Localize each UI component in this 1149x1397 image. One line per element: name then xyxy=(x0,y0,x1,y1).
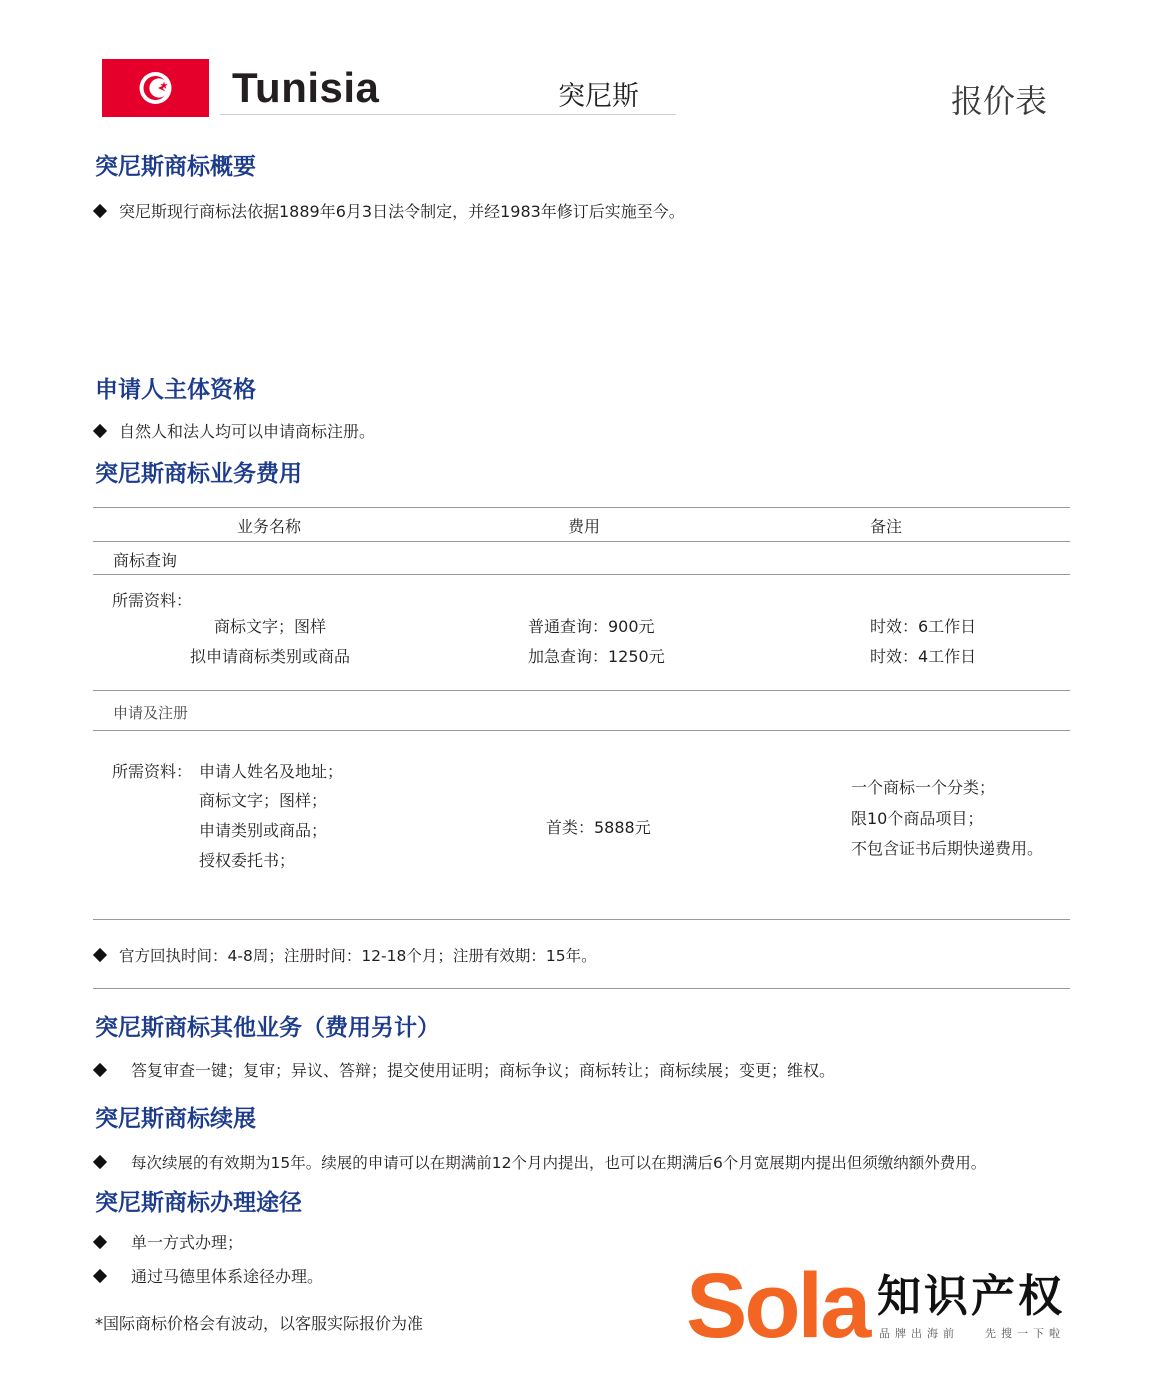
registration-note: 不包含证书后期快递费用。 xyxy=(851,839,1044,858)
diamond-bullet-icon xyxy=(93,1269,107,1283)
diamond-bullet-icon xyxy=(93,1063,107,1077)
table-rule xyxy=(93,690,1070,691)
country-name-cn: 突尼斯 xyxy=(558,81,639,112)
channels-bullet: 通过马德里体系途径办理。 xyxy=(95,1264,323,1287)
channels-bullet: 单一方式办理； xyxy=(95,1230,243,1253)
registration-material: 商标文字；图样； xyxy=(199,791,328,810)
table-header-name: 业务名称 xyxy=(237,517,302,536)
sola-logo-wordmark: Sola xyxy=(686,1255,869,1357)
table-header-fee: 费用 xyxy=(568,517,601,536)
search-materials-label: 所需资料： xyxy=(112,591,193,610)
timing-bullet: 官方回执时间：4-8周；注册时间：12-18个月；注册有效期：15年。 xyxy=(95,944,597,966)
document-type: 报价表 xyxy=(951,82,1048,120)
section-divider xyxy=(93,988,1070,989)
search-material: 拟申请商标类别或商品 xyxy=(190,647,351,666)
registration-note: 一个商标一个分类； xyxy=(851,778,996,797)
row-registration-name: 申请及注册 xyxy=(113,704,189,722)
registration-material: 申请人姓名及地址； xyxy=(199,762,344,781)
eligibility-bullet: 自然人和法人均可以申请商标注册。 xyxy=(95,419,375,442)
section-title-eligibility: 申请人主体资格 xyxy=(95,377,256,403)
table-rule xyxy=(93,574,1070,575)
table-rule xyxy=(93,541,1070,542)
renewal-bullet: 每次续展的有效期为15年。续展的申请可以在期满前12个月内提出，也可以在期满后6个月宽展期内提出但须缴纳额外费用。 xyxy=(95,1151,986,1173)
registration-material: 授权委托书； xyxy=(199,851,296,870)
section-title-channels: 突尼斯商标办理途径 xyxy=(95,1190,302,1216)
diamond-bullet-icon xyxy=(93,1235,107,1249)
row-search-name: 商标查询 xyxy=(113,551,178,570)
search-note: 时效：4工作日 xyxy=(870,647,977,666)
logo-tagline: 品牌出海前 xyxy=(879,1327,959,1340)
diamond-bullet-icon xyxy=(93,1155,107,1169)
section-title-renewal: 突尼斯商标续展 xyxy=(95,1106,256,1132)
section-title-fees: 突尼斯商标业务费用 xyxy=(95,461,302,487)
logo-tagline: 先搜一下啦 xyxy=(985,1327,1065,1340)
diamond-bullet-icon xyxy=(93,424,107,438)
diamond-bullet-icon xyxy=(93,948,107,962)
table-rule xyxy=(93,730,1070,731)
logo-brand-cn: 知识产权 xyxy=(877,1271,1065,1322)
flag-emblem-icon xyxy=(102,59,209,117)
section-title-other: 突尼斯商标其他业务（费用另计） xyxy=(95,1015,440,1041)
header-divider xyxy=(220,114,676,115)
table-rule xyxy=(93,507,1070,508)
registration-fee: 首类：5888元 xyxy=(546,818,651,837)
registration-materials-label: 所需资料： xyxy=(112,762,193,781)
diamond-bullet-icon xyxy=(93,204,107,218)
search-fee: 加急查询：1250元 xyxy=(528,647,665,666)
section-title-overview: 突尼斯商标概要 xyxy=(95,154,256,180)
search-material: 商标文字；图样 xyxy=(214,617,327,636)
search-note: 时效：6工作日 xyxy=(870,617,977,636)
tunisia-flag xyxy=(102,59,209,117)
other-bullet: 答复审查一键；复审；异议、答辩；提交使用证明；商标争议；商标转让；商标续展；变更；维权。 xyxy=(95,1058,835,1081)
search-fee: 普通查询：900元 xyxy=(528,617,655,636)
table-header-note: 备注 xyxy=(870,517,903,536)
country-name-en: Tunisia xyxy=(232,64,380,111)
overview-bullet: 突尼斯现行商标法依据1889年6月3日法令制定，并经1983年修订后实施至今。 xyxy=(95,199,685,222)
price-footnote: *国际商标价格会有波动，以客服实际报价为准 xyxy=(95,1314,424,1333)
table-rule xyxy=(93,919,1070,920)
registration-note: 限10个商品项目； xyxy=(851,809,984,828)
registration-material: 申请类别或商品； xyxy=(199,821,328,840)
